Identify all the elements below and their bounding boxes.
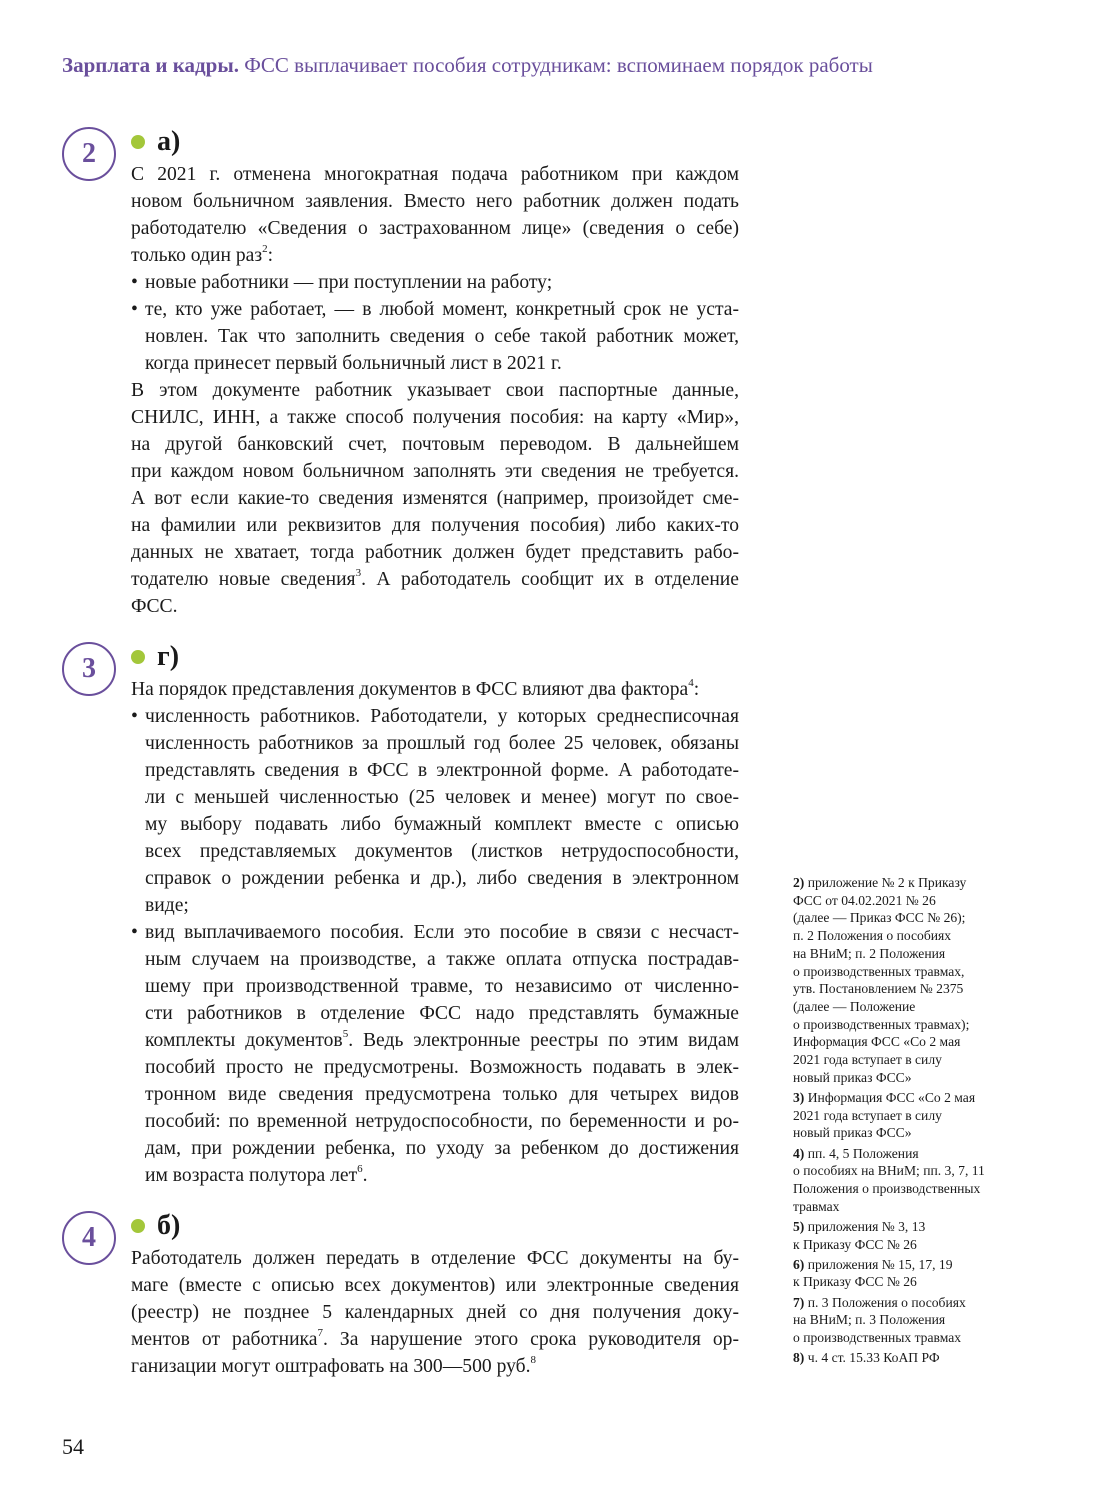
text-line	[145, 350, 739, 377]
footnote-number: 6)	[793, 1256, 805, 1272]
paragraph	[131, 676, 739, 703]
text-line	[145, 919, 739, 946]
text-run: (реестр) не позднее 5 календарных дней со дня получения доку-	[131, 1302, 739, 1323]
footnote-text: к Приказу ФСС № 26	[793, 1236, 917, 1252]
footnotes	[793, 874, 1023, 1369]
answer-label	[131, 642, 179, 672]
footnote-ref: 8	[530, 1354, 537, 1366]
text-run: на фамилии или реквизитов для получения пособия) либо каких-то	[131, 515, 739, 536]
footnote-line	[793, 1162, 1023, 1180]
footnote-line	[793, 892, 1023, 910]
text-line	[145, 784, 739, 811]
bullet-marker: •	[131, 272, 138, 293]
text-line	[131, 161, 739, 188]
footnote-text: 2021 года вступает в силу	[793, 1107, 942, 1123]
text-run: . За нарушение этого срока руководителя ор-	[322, 1329, 740, 1350]
footnote-line	[793, 1218, 1023, 1236]
footnote-ref: 7	[317, 1327, 323, 1339]
text-line	[145, 1054, 739, 1081]
footnote	[793, 1256, 1023, 1291]
footnote	[793, 1218, 1023, 1253]
text-run: новом больничном заявления. Вместо него работник должен подать	[131, 191, 739, 212]
footnote-line	[793, 1033, 1023, 1051]
footnote-line	[793, 963, 1023, 981]
text-run: тодателю новые сведения	[131, 569, 356, 590]
text-line	[131, 431, 739, 458]
text-line	[131, 539, 739, 566]
text-run: :	[693, 679, 700, 700]
text-run: СНИЛС, ИНН, а также способ получения пособия: на карту «Мир»,	[131, 407, 739, 428]
footnote-number: 5)	[793, 1218, 805, 1234]
paragraph	[131, 161, 739, 269]
bullet-item	[131, 296, 739, 377]
footnote-text: о производственных травмах	[793, 1330, 962, 1346]
text-run: сти работников в отделение ФСС надо представлять бумажные	[145, 1003, 739, 1024]
running-header	[62, 53, 873, 78]
text-line	[145, 323, 739, 350]
footnote-text: к Приказу ФСС № 26	[793, 1274, 917, 1290]
bullet-marker: •	[131, 922, 138, 943]
text-line	[131, 593, 739, 620]
footnote-number: 3)	[793, 1089, 805, 1105]
footnote-line	[793, 874, 1023, 892]
text-run: Работодатель должен передать в отделение ФСС документы на бу-	[131, 1248, 739, 1269]
text-line	[145, 1108, 739, 1135]
text-run: комплекты документов	[145, 1030, 343, 1051]
bullet-dot-icon	[131, 650, 145, 664]
text-run: А вот если какие-то сведения изменятся (например, произойдет сме-	[131, 488, 739, 509]
text-line	[131, 404, 739, 431]
question-number-badge: 2	[62, 127, 116, 181]
text-line	[145, 1000, 739, 1027]
footnote-line	[793, 1349, 1023, 1367]
footnote-ref: 4	[688, 677, 694, 689]
text-run: новые работники — при поступлении на работу;	[145, 272, 553, 293]
text-run: представлять сведения в ФСС в электронной форме. А работодате-	[145, 760, 739, 781]
bullet-marker: •	[131, 706, 138, 727]
text-run: те, кто уже работает, — в любой момент, конкретный срок не уста-	[145, 299, 739, 320]
footnote-line	[793, 1256, 1023, 1274]
text-line	[145, 811, 739, 838]
answer-letter: а)	[157, 126, 181, 157]
text-line	[145, 703, 739, 730]
bullet-item	[131, 703, 739, 919]
text-line	[131, 512, 739, 539]
text-line	[131, 1272, 739, 1299]
text-run: вид выплачиваемого пособия. Если это пособие в связи с несчаст-	[145, 922, 739, 943]
footnote-line	[793, 1198, 1023, 1216]
text-run: ли с меньшей численностью (25 человек и менее) могут по свое-	[145, 787, 739, 808]
footnote-line	[793, 998, 1023, 1016]
bullet-dot-icon	[131, 1219, 145, 1233]
text-run: работодателю «Сведения о застрахованном лице» (сведения о себе)	[131, 218, 739, 239]
text-line	[131, 1326, 739, 1353]
text-run: маге (вместе с описью всех документов) или электронные сведения	[131, 1275, 739, 1296]
text-run: дам, при рождении ребенка, по уходу за ребенком до достижения	[145, 1138, 739, 1159]
text-run: виде;	[145, 895, 189, 916]
text-line	[145, 865, 739, 892]
paragraph	[131, 1245, 739, 1380]
footnote-number: 2)	[793, 875, 805, 890]
text-line	[131, 566, 739, 593]
footnote-text: о производственных травмах,	[793, 963, 965, 979]
answer-label	[131, 1211, 180, 1241]
text-line	[131, 188, 739, 215]
text-run: В этом документе работник указывает свои паспортные данные,	[131, 380, 739, 401]
footnote-line	[793, 945, 1023, 963]
footnote-text: о пособиях на ВНиМ; пп. 3, 7, 11	[793, 1163, 985, 1179]
footnote-text: Информация ФСС «Со 2 мая	[807, 1089, 976, 1105]
footnote-number: 4)	[793, 1145, 805, 1161]
text-run: :	[267, 245, 274, 266]
footnote-line	[793, 1329, 1023, 1347]
bullet-dot-icon	[131, 135, 145, 149]
footnote-ref: 2	[262, 243, 268, 255]
question-number-badge: 4	[62, 1211, 116, 1265]
footnote-text: ч. 4 ст. 15.33 КоАП РФ	[807, 1350, 940, 1366]
text-line	[145, 1162, 739, 1189]
text-run: когда принесет первый больничный лист в 2021 г.	[145, 353, 562, 374]
text-run: им возраста полутора лет	[145, 1165, 358, 1186]
footnote-text: на ВНиМ; п. 3 Положения	[793, 1312, 946, 1328]
text-line	[145, 296, 739, 323]
footnote-line	[793, 1294, 1023, 1312]
section-body	[131, 676, 739, 1189]
text-run: всех представляемых документов (листков нетрудоспособности,	[145, 841, 739, 862]
text-run: данных не хватает, тогда работник должен будет представить рабо-	[131, 542, 739, 563]
text-line	[131, 676, 739, 703]
text-run: тронном виде сведения предусмотрена только для четырех видов	[145, 1084, 739, 1105]
footnote-line	[793, 1145, 1023, 1163]
text-run: на другой банковский счет, почтовым переводом. В дальнейшем	[131, 434, 739, 455]
footnote-line	[793, 1107, 1023, 1125]
text-run: численность работников за прошлый год более 25 человек, обязаны	[145, 733, 739, 754]
bullet-item	[131, 269, 739, 296]
footnote	[793, 1145, 1023, 1216]
footnote	[793, 1089, 1023, 1142]
header-section: Зарплата и кадры.	[62, 53, 240, 77]
question-number-badge: 3	[62, 642, 116, 696]
footnote-text: Положения о производственных	[793, 1180, 981, 1196]
text-run: при каждом новом больничном заполнять эти сведения не требуется.	[131, 461, 739, 482]
text-run: ментов от работника	[131, 1329, 318, 1350]
text-run: му выбору подавать либо бумажный комплект вместе с описью	[145, 814, 739, 835]
footnote-line	[793, 1069, 1023, 1087]
footnote	[793, 1294, 1023, 1347]
text-run: численность работников. Работодатели, у которых среднесписочная	[145, 706, 739, 727]
text-run: новлен. Так что заполнить сведения о себе такой работник может,	[145, 326, 739, 347]
text-line	[131, 1299, 739, 1326]
footnote-text: приложение № 2 к Приказу	[807, 875, 967, 890]
footnote-line	[793, 1124, 1023, 1142]
footnote-number: 8)	[793, 1350, 805, 1366]
text-line	[131, 485, 739, 512]
text-run: справок о рождении ребенка и др.), либо сведения в электронном	[145, 868, 739, 889]
text-run: С 2021 г. отменена многократная подача работником при каждом	[131, 164, 739, 185]
text-run: . Ведь электронные реестры по этим видам	[348, 1030, 739, 1051]
text-line	[145, 892, 739, 919]
footnote-number: 7)	[793, 1294, 805, 1310]
page-number: 54	[62, 1434, 84, 1459]
footnote-text: (далее — Приказ ФСС № 26);	[793, 910, 966, 926]
footnote-text: новый приказ ФСС»	[793, 1125, 912, 1141]
text-line	[131, 1353, 739, 1380]
footnote-text: новый приказ ФСС»	[793, 1069, 912, 1085]
footnote-line	[793, 1273, 1023, 1291]
footnote-text: травмах	[793, 1198, 840, 1214]
text-line	[145, 1135, 739, 1162]
footnote	[793, 1349, 1023, 1367]
text-line	[131, 377, 739, 404]
footnote-ref: 3	[355, 567, 362, 579]
answer-letter: б)	[157, 1210, 181, 1241]
text-line	[145, 1027, 739, 1054]
text-line	[145, 973, 739, 1000]
text-run: ным случаем на производстве, а также оплата отпуска пострадав-	[145, 949, 739, 970]
footnote-text: утв. Постановлением № 2375	[793, 981, 964, 997]
footnote-text: приложения № 15, 17, 19	[807, 1256, 953, 1272]
footnote-ref: 6	[357, 1163, 363, 1175]
bullet-item	[131, 919, 739, 1189]
text-run: ганизации могут оштрафовать на 300—500 руб.	[131, 1356, 531, 1377]
footnote-text: на ВНиМ; п. 2 Положения	[793, 945, 946, 961]
footnote-text: пп. 4, 5 Положения	[807, 1145, 919, 1161]
text-line	[131, 458, 739, 485]
text-line	[145, 730, 739, 757]
footnote-text: (далее — Положение	[793, 998, 916, 1014]
text-line	[145, 269, 739, 296]
text-run: .	[362, 1165, 368, 1186]
text-line	[145, 838, 739, 865]
text-line	[131, 215, 739, 242]
footnote-text: п. 2 Положения о пособиях	[793, 928, 952, 944]
footnote-line	[793, 1089, 1023, 1107]
footnote-text: Информация ФСС «Со 2 мая	[793, 1034, 961, 1050]
footnote-line	[793, 927, 1023, 945]
header-title: ФСС выплачивает пособия сотрудникам: вспоминаем порядок работы	[244, 53, 873, 77]
footnote-line	[793, 1180, 1023, 1198]
footnote-line	[793, 1236, 1023, 1254]
footnote-line	[793, 1311, 1023, 1329]
footnote-line	[793, 909, 1023, 927]
footnote-text: о производственных травмах);	[793, 1016, 970, 1032]
bullet-marker: •	[131, 299, 138, 320]
footnote-line	[793, 1016, 1023, 1034]
footnote-line	[793, 1051, 1023, 1069]
text-run: пособий: по временной нетрудоспособности, по беременности и ро-	[145, 1111, 739, 1132]
footnote-ref: 5	[342, 1028, 349, 1040]
text-run: пособий просто не предусмотрены. Возможность подавать в элек-	[145, 1057, 739, 1078]
text-run: На порядок представления документов в ФСС влияют два фактора	[131, 679, 689, 700]
section-body	[131, 161, 739, 620]
footnote-text: п. 3 Положения о пособиях	[807, 1294, 966, 1310]
text-line	[131, 1245, 739, 1272]
section-body	[131, 1245, 739, 1380]
text-run: шему при производственной травме, то независимо от численно-	[145, 976, 739, 997]
footnote-text: 2021 года вступает в силу	[793, 1052, 942, 1068]
text-line	[145, 757, 739, 784]
paragraph	[131, 377, 739, 620]
text-run: . А работодатель сообщит их в отделение	[361, 569, 739, 590]
footnote-text: ФСС от 04.02.2021 № 26	[793, 892, 936, 908]
footnote-line	[793, 980, 1023, 998]
text-line	[145, 1081, 739, 1108]
answer-label	[131, 127, 180, 157]
footnote	[793, 874, 1023, 1086]
text-run: только один раз	[131, 245, 263, 266]
text-line	[145, 946, 739, 973]
footnote-text: приложения № 3, 13	[807, 1218, 926, 1234]
text-line	[131, 242, 739, 269]
text-run: ФСС.	[131, 596, 178, 617]
answer-letter: г)	[157, 641, 180, 672]
